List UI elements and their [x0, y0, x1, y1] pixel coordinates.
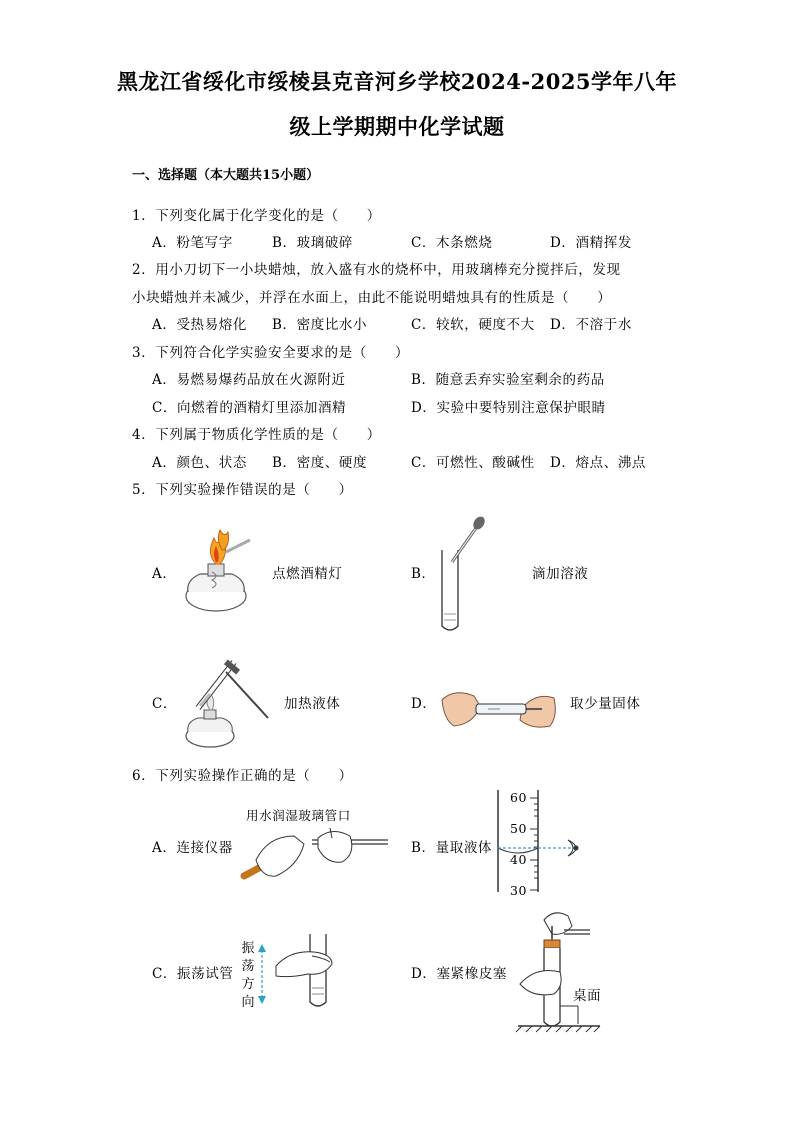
q6-option-a[interactable]: A．连接仪器	[152, 840, 233, 856]
q6-b-tick-30: 30	[510, 883, 528, 898]
q3-option-b[interactable]: B．随意丢弃实验室剩余的药品	[411, 372, 605, 388]
q6-c-label-2: 荡	[241, 959, 255, 974]
q6-c-label-4: 向	[241, 995, 255, 1010]
alcohol-lamp-lighting-figure	[176, 526, 256, 618]
title-line-2: 级上学期期中化学试题	[289, 114, 505, 139]
q2-option-c[interactable]: C．较软，硬度不大	[411, 317, 535, 333]
q2-option-d[interactable]: D．不溶于水	[550, 317, 632, 333]
q4-option-a[interactable]: A．颜色、状态	[152, 455, 247, 471]
q1-stem: 1．下列变化属于化学变化的是（ ）	[132, 208, 381, 224]
q4-option-d[interactable]: D．熔点、沸点	[550, 455, 647, 471]
taking-solid-figure	[440, 680, 558, 736]
section-heading: 一、选择题（本大题共15小题）	[132, 168, 320, 183]
q6-a-note: 用水润湿玻璃管口	[246, 808, 351, 823]
title-line-1: 黑龙江省绥化市绥棱县克音河乡学校2024-2025学年八年	[116, 69, 678, 94]
q5-option-c[interactable]: C．	[152, 696, 178, 712]
q6-b-tick-40: 40	[510, 852, 528, 867]
q6-option-d[interactable]: D．塞紧橡皮塞	[411, 966, 508, 982]
q6-stem: 6．下列实验操作正确的是（ ）	[132, 768, 353, 784]
q5-stem: 5．下列实验操作错误的是（ ）	[132, 482, 353, 498]
graduated-cylinder-figure	[494, 790, 594, 894]
shaking-test-tube-figure	[254, 928, 338, 1012]
q1-option-b[interactable]: B．玻璃破碎	[272, 235, 354, 251]
q6-option-c[interactable]: C．振荡试管	[152, 966, 234, 982]
connecting-apparatus-figure	[238, 826, 390, 882]
q4-stem: 4．下列属于物质化学性质的是（ ）	[132, 427, 381, 443]
q3-option-d[interactable]: D．实验中要特别注意保护眼睛	[411, 400, 606, 416]
q2-option-b[interactable]: B．密度比水小	[272, 317, 368, 333]
q5-c-caption: 加热液体	[284, 696, 341, 712]
q1-option-a[interactable]: A．粉笔写字	[152, 235, 233, 251]
stopper-insertion-figure	[514, 906, 604, 1034]
q3-stem: 3．下列符合化学实验安全要求的是（ ）	[132, 345, 410, 361]
q6-c-label-3: 方	[241, 977, 255, 992]
q2-stem-line-1: 2．用小刀切下一小块蜡烛，放入盛有水的烧杯中，用玻璃棒充分搅拌后，发现	[132, 262, 621, 278]
q5-d-caption: 取少量固体	[570, 696, 641, 712]
q5-option-d[interactable]: D．	[411, 696, 437, 712]
dropper-test-tube-figure	[432, 510, 492, 636]
q5-option-b[interactable]: B．	[411, 566, 436, 582]
q2-stem-line-2: 小块蜡烛并未减少，并浮在水面上，由此不能说明蜡烛具有的性质是（ ）	[132, 290, 612, 306]
q6-option-b[interactable]: B．量取液体	[411, 840, 493, 856]
q5-b-caption: 滴加溶液	[532, 566, 589, 582]
q5-option-a[interactable]: A．	[152, 566, 177, 582]
q2-option-a[interactable]: A．受热易熔化	[152, 317, 247, 333]
q4-option-c[interactable]: C．可燃性、酸碱性	[411, 455, 535, 471]
q1-option-d[interactable]: D．酒精挥发	[550, 235, 632, 251]
q6-b-tick-60: 60	[510, 790, 528, 805]
q1-option-c[interactable]: C．木条燃烧	[411, 235, 493, 251]
q6-c-label-1: 振	[241, 941, 255, 956]
q3-option-c[interactable]: C．向燃着的酒精灯里添加酒精	[152, 400, 347, 416]
heating-liquid-figure	[176, 654, 272, 750]
q3-option-a[interactable]: A．易燃易爆药品放在火源附近	[152, 372, 346, 388]
q6-d-note: 桌面	[573, 988, 602, 1004]
q4-option-b[interactable]: B．密度、硬度	[272, 455, 368, 471]
q6-b-tick-50: 50	[510, 821, 528, 836]
q5-a-caption: 点燃酒精灯	[272, 566, 343, 582]
